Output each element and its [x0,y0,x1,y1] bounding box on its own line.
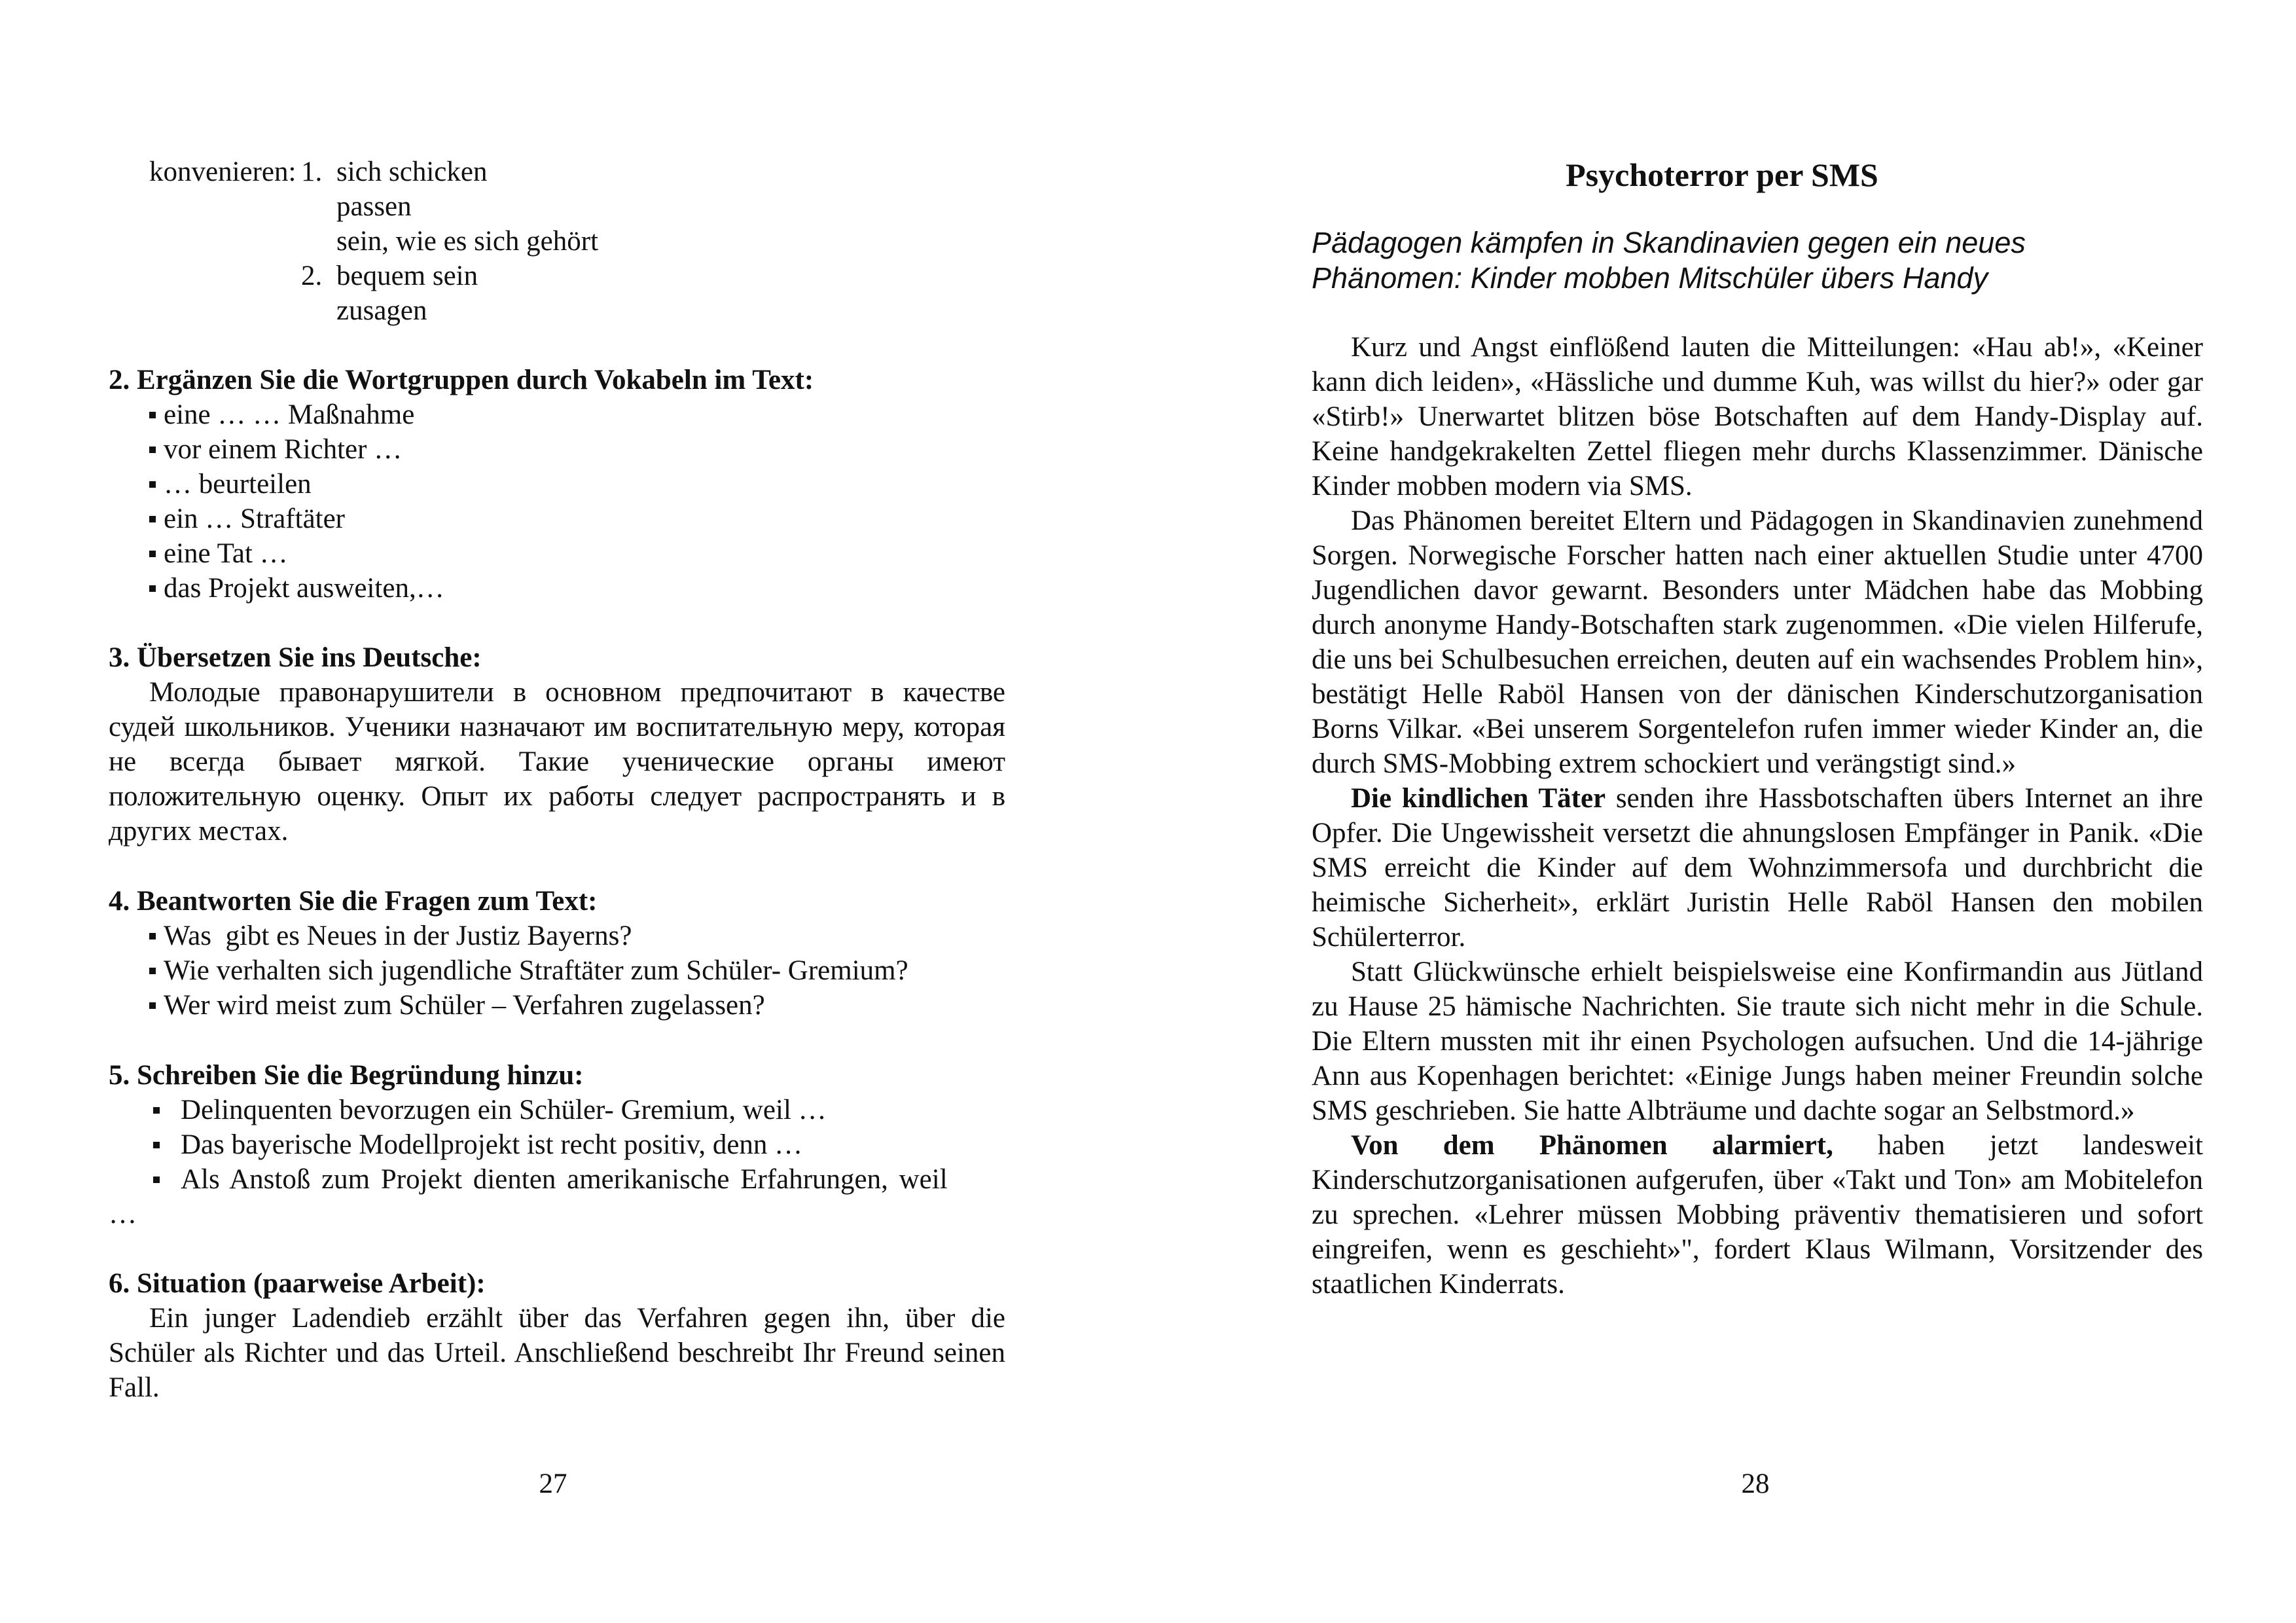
exercise-6 [109,1266,1005,1405]
vocab-sense: passen [336,191,412,222]
list-continuation: … [109,1199,137,1230]
vocab-sense: zusagen [336,295,427,326]
exercise-title: 3. Übersetzen Sie ins Deutsche: [109,642,482,673]
paragraph-lead-in: Die kindlichen Täter [1351,783,1606,814]
article-subtitle: Pädagogen kämpfen in Skandinavien gegen ein neues Phänomen: Kinder mobben Mitschüler übers Handy [1312,226,2026,295]
exercise-text: Молодые правонарушители в основном предпочитают в качестве судей школьников. Ученики назначают им воспитательную меру, которая не всегда бывает мягкой. Такие ученические органы имеют положительную оценку. Опыт их работы следует распространять и в других местах. [109,677,1005,847]
list-item: das Projekt ausweiten,… [109,571,1005,606]
vocab-sense-num: 2. [301,261,323,291]
exercise-2 [109,363,1005,606]
exercise-list [109,397,1005,606]
list-item: Delinquenten bevorzugen ein Schüler- Gremium, weil … [109,1093,1005,1127]
list-item: Das bayerische Modellprojekt ist recht positiv, denn … [109,1127,1005,1162]
list-item: eine … … Maßnahme [109,397,1005,432]
exercise-title: 5. Schreiben Sie die Begründung hinzu: [109,1060,584,1091]
right-page [1148,0,2296,1623]
exercise-text: Ein junger Ladendieb erzählt über das Verfahren gegen ihn, über die Schüler als Richter und das Urteil. Anschließend beschreibt Ihr Freund seinen Fall. [109,1303,1005,1403]
list-item: eine Tat … [109,536,1005,571]
exercise-5 [109,1058,1005,1231]
list-item: Wer wird meist zum Schüler – Verfahren zugelassen? [109,988,1005,1023]
vocab-headword: konvenieren: [149,156,296,187]
article-paragraph: Statt Glückwünsche erhielt beispielsweise eine Konfirmandin aus Jütland zu Hause 25 hämische Nachrichten. Sie traute sich nicht mehr in die Schule. Die Eltern mussten mit ihr einen Psychologen aufsuchen. Und die 14-jährige Ann aus Kopenhagen berichtet: «Einige Jungs haben meiner Freundin solche SMS geschrieben. Sie hatte Albträume und dachte sogar an Selbstmord.» [1312,957,2203,1126]
page-number: 27 [539,1468,567,1499]
list-item: Was gibt es Neues in der Justiz Bayerns? [109,919,1005,953]
exercise-3 [109,640,1005,848]
list-item: ein … Straftäter [109,501,1005,536]
vocab-sense: sich schicken [336,156,488,187]
vocab-sense: bequem sein [336,261,478,291]
vocab-sense: sein, wie es sich gehört [336,226,599,257]
list-item: Als Anstoß zum Projekt dienten amerikanische Erfahrungen, weil [109,1162,1005,1197]
exercise-4 [109,884,1005,1023]
list-item: Wie verhalten sich jugendliche Straftäter zum Schüler- Gremium? [109,953,1005,988]
paragraph-lead-in: Von dem Phänomen alarmiert, [1351,1130,1833,1161]
exercise-list [109,919,1005,1023]
article-title: Psychoterror per SMS [1566,156,1878,193]
article-paragraph: Von dem Phänomen alarmiert, haben jetzt landesweit Kinderschutzorganisationen aufgerufen, über «Takt und Ton» am Mobitelefon zu sprechen. «Lehrer müssen Mobbing präventiv thematisieren und sofort eingreifen, wenn es geschieht»", fordert Klaus Wilmann, Vorsitzender des staatlichen Kinderrats. [1312,1130,2203,1300]
article-paragraph: Die kindlichen Täter senden ihre Hassbotschaften übers Internet an ihre Opfer. Die Ungewissheit versetzt die ahnungslosen Empfänger in Panik. «Die SMS erreicht die Kinder auf dem Wohnzimmersofa und durchbricht die heimische Sicherheit», erklärt Juristin Helle Raböl Hansen den mobilen Schülerterror. [1312,783,2203,953]
article-body [1312,330,2203,1302]
page-number: 28 [1741,1468,1770,1499]
exercise-title: 6. Situation (paarweise Arbeit): [109,1268,486,1299]
vocab-sense-num: 1. [301,156,323,187]
list-item: … beurteilen [109,467,1005,501]
exercise-title: 2. Ergänzen Sie die Wortgruppen durch Vokabeln im Text: [109,365,814,395]
article-paragraph: Das Phänomen bereitet Eltern und Pädagogen in Skandinavien zunehmend Sorgen. Norwegische Forscher hatten nach einer aktuellen Studie unter 4700 Jugendlichen davor gewarnt. Besonders unter Mädchen habe das Mobbing durch anonyme Handy-Botschaften stark zugenommen. «Die vielen Hilferufe, die uns bei Schulbesuchen erreichen, deuten auf ein wachsendes Problem hin», bestätigt Helle Raböl Hansen von der dänischen Kinderschutzorganisation Borns Vilkar. «Bei unserem Sorgentelefon rufen immer wieder Kinder an, die durch SMS-Mobbing extrem schockiert und verängstigt sind.» [1312,505,2203,779]
exercise-list [109,1093,1005,1197]
exercise-title: 4. Beantworten Sie die Fragen zum Text: [109,886,598,917]
list-item: vor einem Richter … [109,432,1005,467]
article-paragraph: Kurz und Angst einflößend lauten die Mitteilungen: «Hau ab!», «Keiner kann dich leiden», «Hässliche und dumme Kuh, was willst du hier?» oder gar «Stirb!» Unerwartet blitzen böse Botschaften auf dem Handy-Display auf. Keine handgekrakelten Zettel fliegen mehr durchs Klassenzimmer. Dänische Kinder mobben modern via SMS. [1312,332,2203,501]
